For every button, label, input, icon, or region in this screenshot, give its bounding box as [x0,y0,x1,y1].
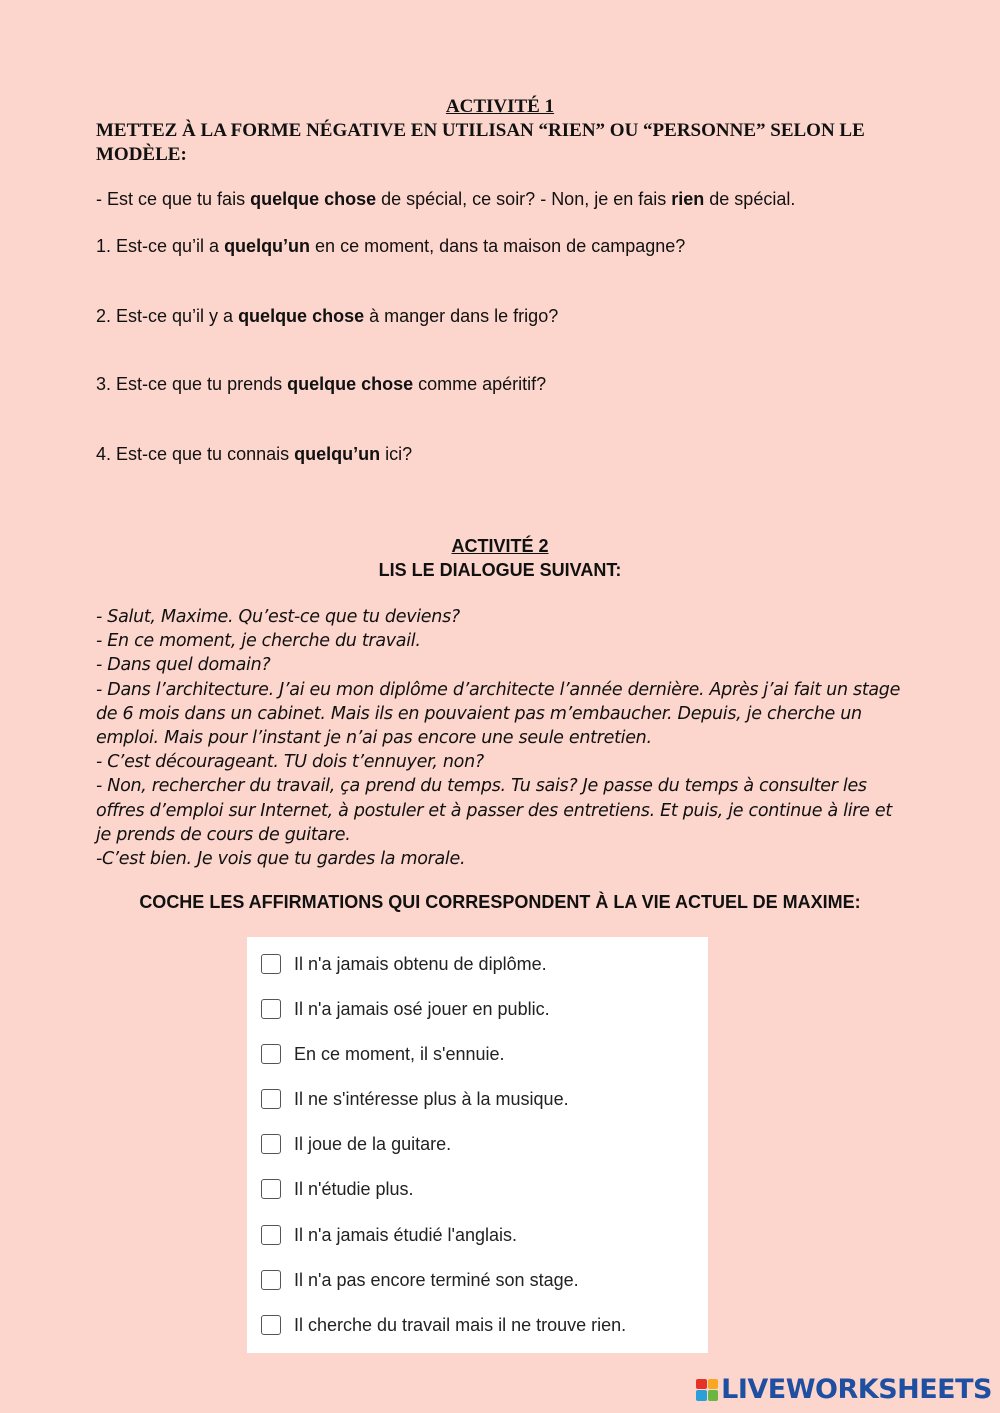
checkbox-option[interactable] [261,1310,626,1340]
question-bold: quelqu’un [224,236,311,256]
question-text: à manger dans le frigo? [364,306,559,326]
question-text: 1. Est-ce qu’il a [96,236,225,256]
checkbox-label: Il joue de la guitare. [294,1133,452,1154]
checkbox[interactable] [261,1225,281,1245]
question-3 [96,372,916,396]
example-text: de spécial, ce soir? - Non, je en fais [376,189,672,209]
question-text: 4. Est-ce que tu connais [96,444,295,464]
dialogue-line: - En ce moment, je cherche du travail. [96,631,421,652]
example-bold: quelque chose [250,189,377,209]
activity1-title: ACTIVITÉ 1 [445,96,555,117]
checkbox-option[interactable] [261,1129,451,1159]
question-text: ici? [380,444,413,464]
checkbox-label: Il n'a pas encore terminé son stage. [294,1269,579,1290]
checkbox[interactable] [261,1179,281,1199]
liveworksheets-brand [696,1374,992,1405]
question-bold: quelqu’un [294,444,381,464]
question-text: en ce moment, dans ta maison de campagne? [310,236,686,256]
checkbox[interactable] [261,1134,281,1154]
example-line [96,187,916,211]
question-1 [96,234,916,258]
brand-name: LIVEWORKSHEETS [721,1374,992,1405]
question-2 [96,304,916,328]
checkbox[interactable] [261,1270,281,1290]
question-bold: quelque chose [287,374,414,394]
liveworksheets-logo-icon [696,1379,718,1401]
dialogue-line: - Dans l’architecture. J’ai eu mon diplôme d’architecte l’année dernière. Après j’ai fait un stage de 6 mois dans un cabinet. Mais ils en pouvaient pas m’embaucher. Depuis, je cherche un emploi. Mais pour l’instant je n’ai pas encore une seule entretien. [96,679,901,749]
logo-square [708,1379,719,1390]
checkbox[interactable] [261,999,281,1019]
question-bold: quelque chose [238,306,365,326]
checkbox[interactable] [261,954,281,974]
example-bold: rien [671,189,705,209]
checkbox-label: Il n'étudie plus. [294,1178,414,1199]
question-text: 2. Est-ce qu’il y a [96,306,239,326]
dialogue [96,605,911,871]
logo-square [696,1379,707,1390]
checkbox-option[interactable] [261,1265,579,1295]
checkbox-label: Il n'a jamais obtenu de diplôme. [294,953,547,974]
dialogue-line: -C’est bien. Je vois que tu gardes la morale. [96,849,466,870]
checkbox-option[interactable] [261,1174,414,1204]
example-text: - Est ce que tu fais [96,189,251,209]
question-text: 3. Est-ce que tu prends [96,374,288,394]
checkbox-label: Il n'a jamais étudié l'anglais. [294,1224,517,1245]
activity1-instruction: METTEZ À LA FORME NÉGATIVE EN UTILISAN “RIEN” OU “PERSONNE” SELON LE MODÈLE: [96,120,865,165]
checkbox-option[interactable] [261,1084,569,1114]
checkbox-label: Il cherche du travail mais il ne trouve rien. [294,1314,627,1335]
activity2-subtitle: LIS LE DIALOGUE SUIVANT: [378,560,622,580]
question-text: comme apéritif? [413,374,547,394]
logo-square [708,1390,719,1401]
checkbox-panel [247,937,708,1353]
check-instruction: COCHE LES AFFIRMATIONS QUI CORRESPONDENT À LA VIE ACTUEL DE MAXIME: [139,892,861,912]
logo-square [696,1390,707,1401]
checkbox-label: En ce moment, il s'ennuie. [294,1043,505,1064]
activity2-title: ACTIVITÉ 2 [451,536,549,556]
dialogue-line: - Dans quel domain? [96,655,271,676]
checkbox-label: Il ne s'intéresse plus à la musique. [294,1088,569,1109]
checkbox[interactable] [261,1315,281,1335]
checkbox-option[interactable] [261,994,550,1024]
checkbox-option[interactable] [261,949,547,979]
example-text: de spécial. [704,189,796,209]
checkbox-option[interactable] [261,1220,517,1250]
dialogue-line: - C’est décourageant. TU dois t’ennuyer, non? [96,752,484,773]
dialogue-line: - Non, rechercher du travail, ça prend du temps. Tu sais? Je passe du temps à consulter les offres d’emploi sur Internet, à postuler et à passer des entretiens. Et puis, je continue à lire et je prends de cours de guitare. [96,776,892,845]
checkbox[interactable] [261,1044,281,1064]
checkbox-option[interactable] [261,1039,505,1069]
checkbox-label: Il n'a jamais osé jouer en public. [294,998,550,1019]
dialogue-line: - Salut, Maxime. Qu’est-ce que tu deviens? [96,607,460,627]
question-4 [96,442,916,466]
checkbox[interactable] [261,1089,281,1109]
